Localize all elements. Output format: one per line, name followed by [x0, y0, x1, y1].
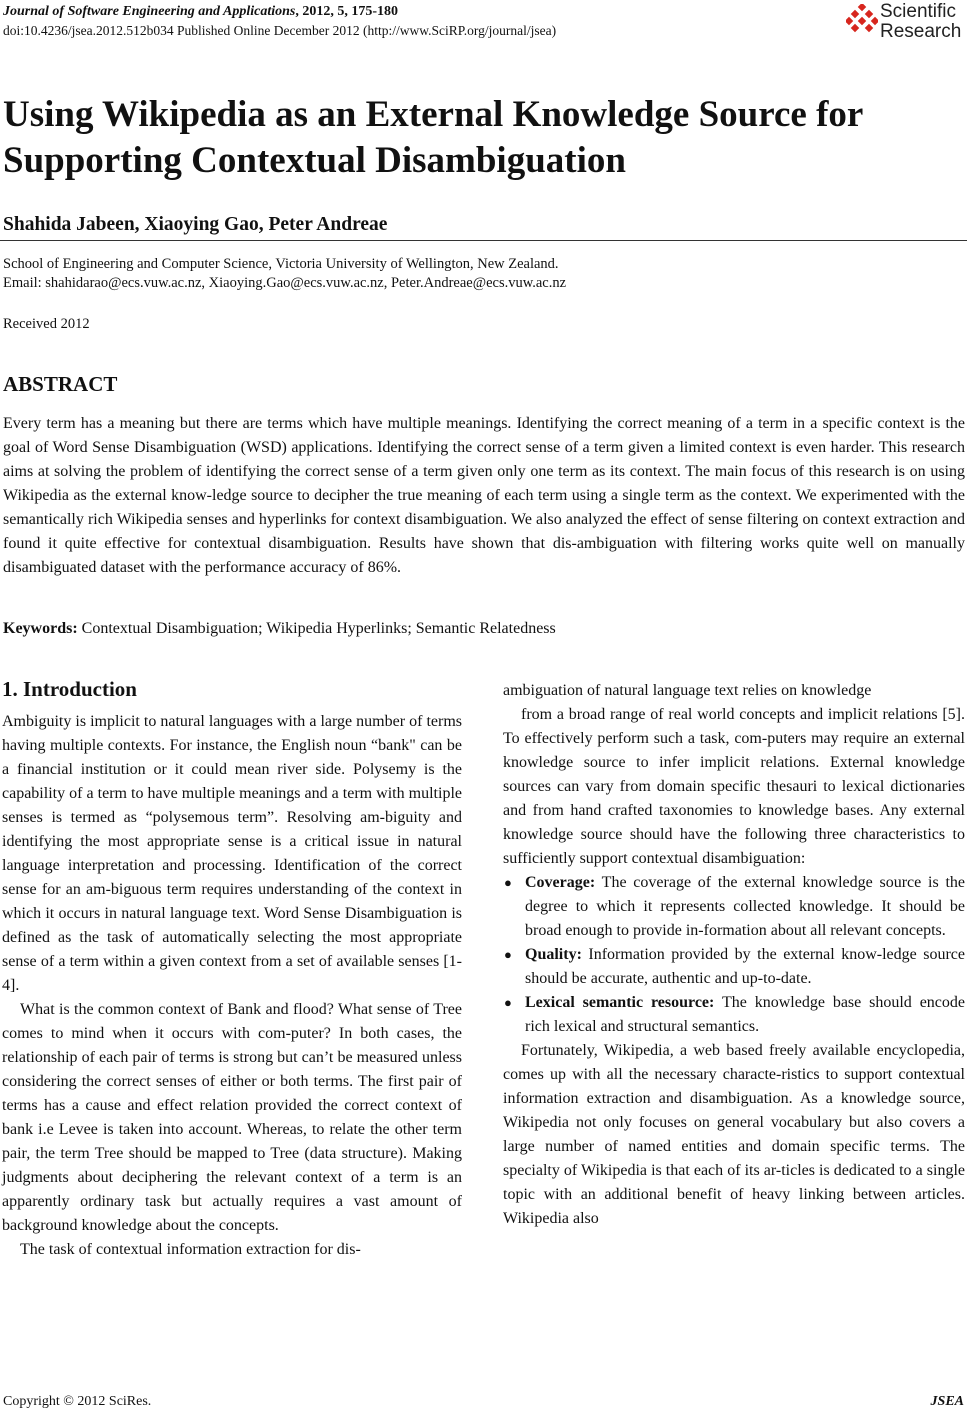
journal-line [3, 2, 556, 21]
right-column [503, 679, 965, 1231]
section-heading: 1. Introduction [2, 677, 137, 701]
bullet-text: The coverage of the external knowledge source is the degree to which it represents collected knowledge. It should be broad enough to provide in-formation about all relevant concepts. [525, 874, 965, 939]
bullet-label: Quality: [525, 946, 582, 963]
doi-line: doi:10.4236/jsea.2012.512b034 Published Online December 2012 (http://www.SciRP.org/journal/jsea) [3, 23, 557, 38]
abstract-heading: ABSTRACT [3, 372, 118, 396]
publisher-logo [846, 2, 964, 44]
keywords-text: Contextual Disambiguation; Wikipedia Hyperlinks; Semantic Relatedness [77, 620, 556, 637]
journal-volume: , 2012, 5, 175-180 [295, 4, 399, 19]
paragraph: Ambiguity is implicit to natural languages with a large number of terms having multiple contexts. For instance, the English noun “bank" can be a financial institution or it could mean river side. Polysemy is the capability of a term to have multiple meanings and a term with multiple senses is termed as “polysemous term”. Resolving am-biguity and identifying the most appropriate sense is a critical issue in natural language interpretation and processing. Identification of the correct sense for an am-biguous term requires understanding of the context in which it occurs in natural language text. Word Sense Disambiguation is defined as the task of automatically selecting the most appropriate sense of a term within a given context from a set of available senses [1-4]. [2, 713, 462, 994]
logo-mark-icon [846, 4, 878, 36]
paragraph: from a broad range of real world concepts and implicit relations [5]. To effectively perform such a task, com-puters may require an external knowledge source to infer implicit relations. External knowledge sources can vary from domain specific thesauri to lexical dictionaries and from hand crafted taxonomies to knowledge bases. Any external knowledge source should have the following three characteristics to sufficiently support contextual disambiguation: [503, 706, 965, 867]
footer-journal: JSEA [930, 1394, 964, 1409]
affiliation-block [3, 255, 566, 293]
bullet-text: The knowledge base should encode rich lexical and structural semantics. [525, 994, 965, 1035]
keywords-label: Keywords: [3, 620, 78, 637]
page-header [3, 2, 556, 40]
received-date: Received 2012 [3, 316, 90, 332]
list-item [503, 871, 965, 943]
divider [0, 240, 967, 241]
paragraph: ambiguation of natural language text relies on knowledge [503, 682, 872, 699]
logo-line2: Research [880, 21, 962, 42]
keywords [3, 620, 556, 638]
list-item [503, 991, 965, 1039]
left-column [2, 676, 462, 1262]
paper-title: Using Wikipedia as an External Knowledge Source for Supporting Contextual Disambiguation [3, 94, 863, 181]
bullet-label: Coverage: [525, 874, 596, 891]
journal-name: Journal of Software Engineering and Applications [3, 4, 296, 19]
logo-text [880, 2, 961, 42]
email: Email: shahidarao@ecs.vuw.ac.nz, Xiaoying.Gao@ecs.vuw.ac.nz, Peter.Andreae@ecs.vuw.ac.nz [3, 275, 567, 291]
authors: Shahida Jabeen, Xiaoying Gao, Peter Andreae [3, 214, 388, 235]
abstract-text: Every term has a meaning but there are terms which have multiple meanings. Identifying the correct meaning of a term in a specific context is the goal of Word Sense Disambiguation (WSD) applications. Identifying the correct sense of a term given a limited context is even harder. This research aims at solving the problem of identifying the correct sense of a term given only one term as its context. The main focus of this research is on using Wikipedia as the external know-ledge source to decipher the true meaning of each term using a single term as the context. We experimented with the semantically rich Wikipedia senses and hyperlinks for context disambiguation. We also analyzed the effect of sense filtering on context extraction and found it quite effective for contextual disambiguation. Results have shown that dis-ambiguation with filtering works quite well on manually disambiguated dataset with the performance accuracy of 86%. [3, 415, 965, 576]
paragraph: Fortunately, Wikipedia, a web based freely available encyclopedia, comes up with all the necessary characte-ristics to support contextual information extraction and disambiguation. As a knowledge source, Wikipedia not only focuses on general vocabulary but also covers a large number of named entities and domain specific terms. The specialty of Wikipedia is that each of its ar-ticles is dedicated to a single topic with an additional benefit of heavy linking between articles. Wikipedia also [503, 1042, 965, 1227]
footer-copyright: Copyright © 2012 SciRes. [3, 1394, 152, 1409]
characteristics-list [503, 871, 965, 1039]
logo-line1: Scientific [880, 1, 957, 22]
affiliation: School of Engineering and Computer Science, Victoria University of Wellington, New Zealand. [3, 256, 559, 272]
bullet-label: Lexical semantic resource: [525, 994, 715, 1011]
bullet-text: Information provided by the external know-ledge source should be accurate, authentic and up-to-date. [525, 946, 965, 987]
paragraph: What is the common context of Bank and flood? What sense of Tree comes to mind when it occurs with com-puter? In both cases, the relationship of each pair of terms is strong but can’t be measured unless considering the correct senses of either or both terms. The first pair of terms has a cause and effect relation provided the correct context of bank i.e Levee is taken into account. Whereas, to relate the other term pair, the term Tree should be mapped to Tree (data structure). Making judgments about deciphering the relevant context of a term is an apparently ordinary task but actually requires a vast amount of background knowledge about the concepts. [2, 1001, 462, 1234]
paragraph: The task of contextual information extraction for dis- [20, 1241, 361, 1258]
list-item [503, 943, 965, 991]
